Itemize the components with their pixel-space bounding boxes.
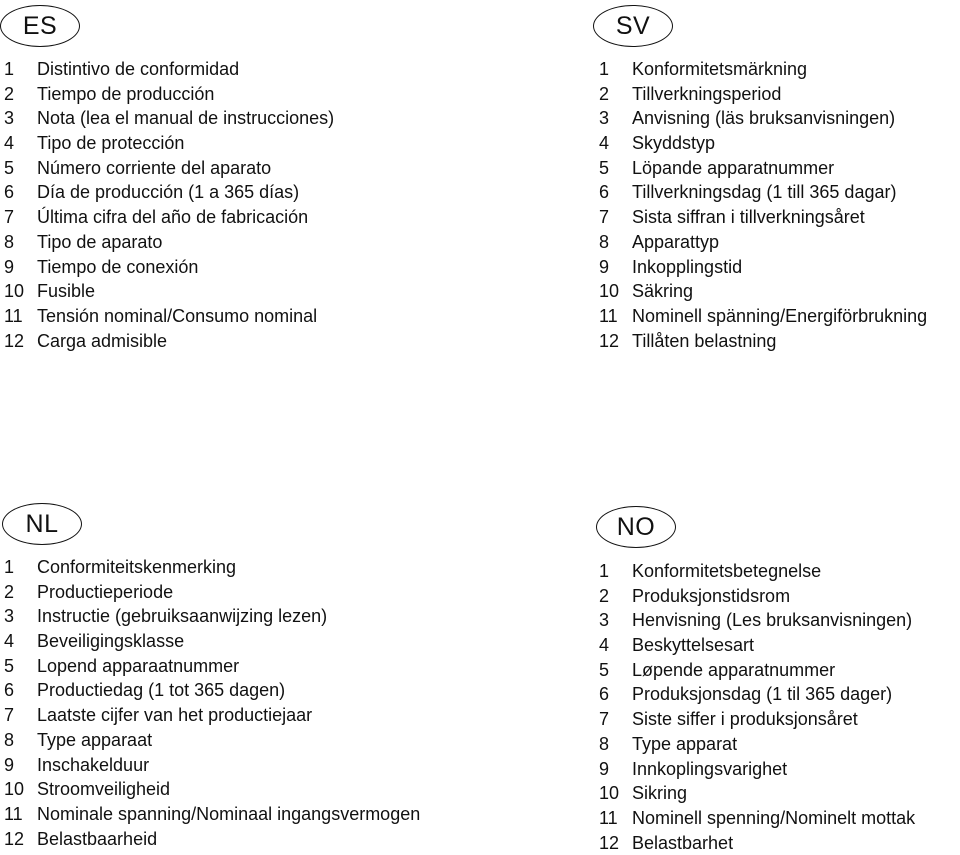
item-number: 2 [599,83,610,104]
item-number: 6 [599,182,610,203]
item-text: Konformitetsmärkning [632,59,808,79]
item-text: Nominell spänning/Energiförbrukning [632,305,928,326]
item-number: 11 [4,803,23,824]
item-text: Tillverkningsperiod [632,83,782,104]
item-text: Apparattyp [632,231,720,252]
item-text: Distintivo de conformidad [37,59,240,79]
item-text: Produksjonstidsrom [632,585,791,606]
item-text: Siste siffer i produksjonsåret [632,709,858,730]
item-number: 1 [4,557,15,577]
item-number: 6 [599,684,610,705]
item-number: 8 [4,231,15,252]
item-number: 3 [4,108,15,129]
item-number: 7 [599,709,610,730]
item-text: Laatste cijfer van het productiejaar [37,705,313,726]
item-number: 9 [4,754,15,775]
item-text: Número corriente del aparato [37,157,272,178]
item-number: 2 [4,83,15,104]
item-text: Nota (lea el manual de instrucciones) [37,108,335,129]
item-text: Skyddstyp [632,133,716,154]
item-number: 12 [599,330,620,351]
item-number: 8 [599,733,610,754]
language-badge-es: ES [0,5,80,47]
item-text: Instructie (gebruiksaanwijzing lezen) [37,606,328,627]
item-text: Nominell spenning/Nominelt mottak [632,807,916,828]
item-text: Lopend apparaatnummer [37,655,240,676]
item-number: 5 [599,157,610,178]
item-text: Belastbaarheid [37,828,158,849]
item-number: 8 [4,729,15,750]
item-number: 4 [4,631,15,652]
item-text: Konformitetsbetegnelse [632,561,822,581]
item-number: 3 [599,108,610,129]
item-number: 9 [599,256,610,277]
item-text: Productieperiode [37,581,174,602]
item-number: 11 [599,305,618,326]
item-text: Löpande apparatnummer [632,157,835,178]
item-number: 5 [4,655,15,676]
item-number: 8 [599,231,610,252]
item-text: Tiempo de conexión [37,256,199,277]
item-number: 10 [4,779,25,800]
item-text: Beveiligingsklasse [37,631,185,652]
item-number: 5 [4,157,15,178]
item-number: 7 [599,207,610,228]
item-number: 2 [599,585,610,606]
item-text: Tipo de aparato [37,231,163,252]
item-text: Carga admisible [37,330,168,351]
language-badge-nl: NL [2,503,82,545]
item-text: Día de producción (1 a 365 días) [37,182,300,203]
item-number: 3 [4,606,15,627]
item-text: Sista siffran i tillverkningsåret [632,207,865,228]
item-text: Tipo de protección [37,133,185,154]
item-number: 10 [4,281,25,302]
item-number: 12 [599,832,620,853]
item-text: Säkring [632,281,694,302]
item-text: Belastbarhet [632,832,734,853]
item-number: 7 [4,207,15,228]
item-number: 12 [4,330,25,351]
item-text: Fusible [37,281,96,302]
item-text: Inkopplingstid [632,256,743,277]
item-number: 7 [4,705,15,726]
item-text: Nominale spanning/Nominaal ingangsvermogen [37,803,421,824]
item-number: 11 [4,305,23,326]
item-text: Tiempo de producción [37,83,215,104]
item-number: 10 [599,783,620,804]
item-number: 9 [4,256,15,277]
item-text: Tillåten belastning [632,330,777,351]
item-text: Beskyttelsesart [632,635,755,656]
item-text: Stroomveiligheid [37,779,171,800]
item-text: Anvisning (läs bruksanvisningen) [632,108,896,129]
item-text: Innkoplingsvarighet [632,758,788,779]
item-text: Conformiteitskenmerking [37,557,237,577]
item-number: 9 [599,758,610,779]
item-number: 2 [4,581,15,602]
item-number: 4 [599,635,610,656]
item-text: Produksjonsdag (1 til 365 dager) [632,684,893,705]
item-number: 10 [599,281,620,302]
item-text: Type apparat [632,733,738,754]
item-text: Sikring [632,783,688,804]
item-number: 1 [4,59,15,79]
item-number: 6 [4,182,15,203]
item-number: 12 [4,828,25,849]
item-text: Inschakelduur [37,754,150,775]
language-badge-no: NO [596,506,676,548]
item-text: Última cifra del año de fabricación [37,207,309,228]
item-text: Tillverkningsdag (1 till 365 dagar) [632,182,897,203]
item-number: 1 [599,59,610,79]
item-text: Type apparaat [37,729,153,750]
item-text: Tensión nominal/Consumo nominal [37,305,318,326]
item-number: 4 [4,133,15,154]
item-number: 1 [599,561,610,581]
item-number: 6 [4,680,15,701]
item-number: 11 [599,807,618,828]
item-text: Løpende apparatnummer [632,659,836,680]
item-number: 4 [599,133,610,154]
language-badge-sv: SV [593,5,673,47]
item-number: 3 [599,610,610,631]
item-text: Henvisning (Les bruksanvisningen) [632,610,913,631]
item-text: Productiedag (1 tot 365 dagen) [37,680,286,701]
item-number: 5 [599,659,610,680]
